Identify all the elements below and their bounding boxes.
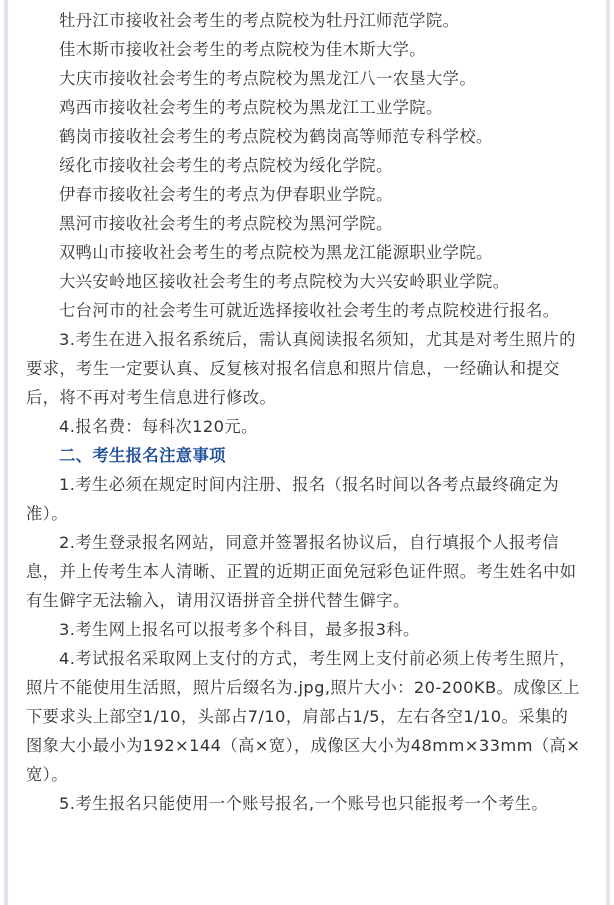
exam-site-paragraph: 黑河市接收社会考生的考点院校为黑河学院。 xyxy=(59,214,393,233)
exam-site-paragraph: 牡丹江市接收社会考生的考点院校为牡丹江师范学院。 xyxy=(59,11,460,30)
registration-fee-item: 4.报名费：每科次120元。 xyxy=(59,417,258,436)
notice-item: 3.考生网上报名可以报考多个科目，最多报3科。 xyxy=(59,620,420,639)
exam-site-paragraph: 伊春市接收社会考生的考点为伊春职业学院。 xyxy=(59,185,393,204)
notice-item: 5.考生报名只能使用一个账号报名,一个账号也只能报考一个考生。 xyxy=(59,794,548,813)
exam-site-paragraph: 双鸭山市接收社会考生的考点院校为黑龙江能源职业学院。 xyxy=(59,243,493,262)
notice-item: 1.考生必须在规定时间内注册、报名（报名时间以各考点最终确定为准）。 xyxy=(26,475,560,523)
section-heading: 二、考生报名注意事项 xyxy=(59,446,226,465)
exam-site-paragraph: 鹤岗市接收社会考生的考点院校为鹤岗高等师范专科学校。 xyxy=(59,127,493,146)
notice-item: 4.考试报名采取网上支付的方式，考生网上支付前必须上传考生照片，照片不能使用生活照，照片后缀名为.jpg,照片大小：20-200KB。成像区上下要求头上部空1/10，头部占7/10，肩部占1/5，左右各空1/10。采集的图象大小最小为192×144（高×宽），成像区大小为48mm×33mm（高×宽）。 xyxy=(26,649,581,784)
article-body xyxy=(26,6,582,818)
exam-site-paragraph: 大兴安岭地区接收社会考生的考点院校为大兴安岭职业学院。 xyxy=(59,272,510,291)
exam-site-paragraph: 鸡西市接收社会考生的考点院校为黑龙江工业学院。 xyxy=(59,98,443,117)
exam-site-paragraph: 七台河市的社会考生可就近选择接收社会考生的考点院校进行报名。 xyxy=(59,301,560,320)
page-frame-left xyxy=(4,0,8,905)
exam-site-paragraph: 绥化市接收社会考生的考点院校为绥化学院。 xyxy=(59,156,393,175)
notice-item: 2.考生登录报名网站，同意并签署报名协议后，自行填报个人报考信息，并上传考生本人清晰、正置的近期正面免冠彩色证件照。考生姓名中如有生僻字无法输入，请用汉语拼音全拼代替生僻字。 xyxy=(26,533,577,610)
exam-site-paragraph: 大庆市接收社会考生的考点院校为黑龙江八一农垦大学。 xyxy=(59,69,477,88)
registration-notice-item: 3.考生在进入报名系统后，需认真阅读报名须知，尤其是对考生照片的要求，考生一定要认真、反复核对报名信息和照片信息，一经确认和提交后，将不再对考生信息进行修改。 xyxy=(26,330,576,407)
page-frame-right xyxy=(606,0,610,905)
exam-site-paragraph: 佳木斯市接收社会考生的考点院校为佳木斯大学。 xyxy=(59,40,426,59)
